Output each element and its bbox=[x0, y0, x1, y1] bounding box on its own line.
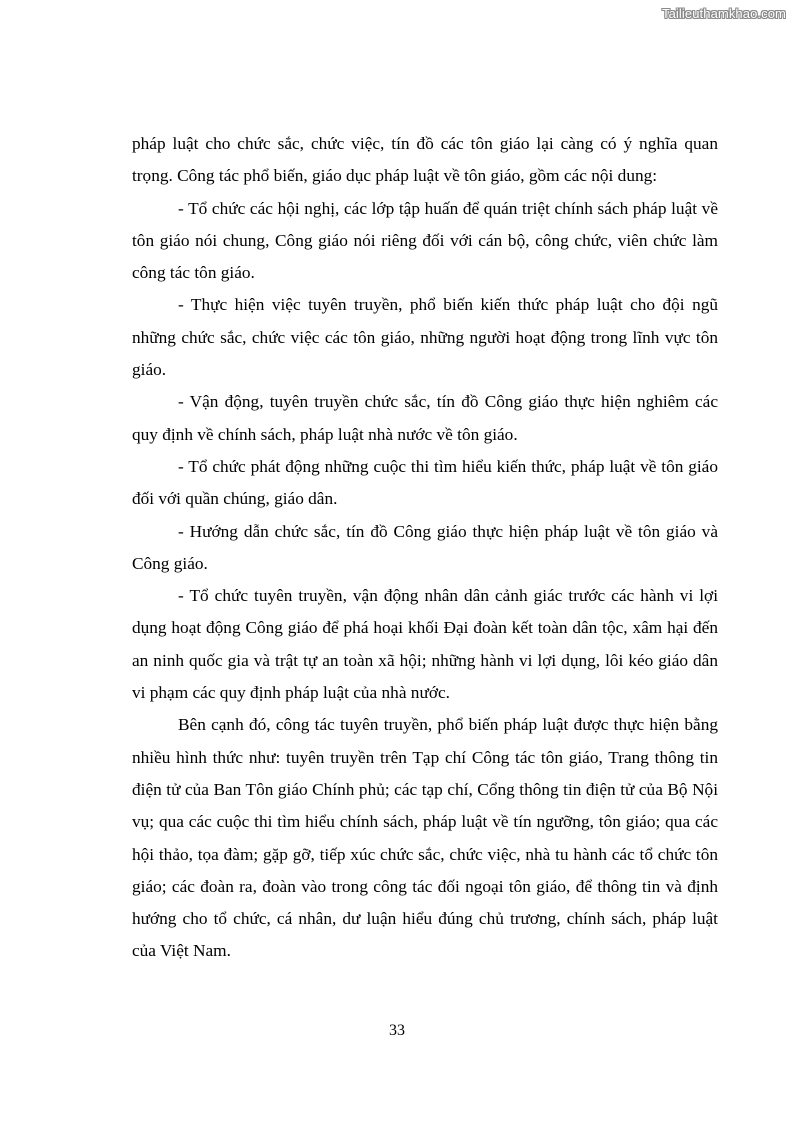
bullet-item-vigilance: - Tổ chức tuyên truyền, vận động nhân dân cảnh giác trước các hành vi lợi dụng hoạt động Công giáo để phá hoại khối Đại đoàn kết toàn dân tộc, xâm hại đến an ninh quốc gia và trật tự an toàn xã hội; những hành vi lợi dụng, lôi kéo giáo dân vi phạm các quy định pháp luật của nhà nước. bbox=[132, 586, 718, 703]
page-number: 33 bbox=[389, 1022, 405, 1039]
watermark-text: Tailieuthamkhao.com bbox=[661, 6, 786, 21]
document-body bbox=[132, 128, 718, 968]
bullet-item-training: - Tổ chức các hội nghị, các lớp tập huấn để quán triệt chính sách pháp luật về tôn giáo nói chung, Công giáo nói riêng đối với cán bộ, công chức, viên chức làm công tác tôn giáo. bbox=[132, 198, 718, 283]
paragraph-intro: pháp luật cho chức sắc, chức việc, tín đồ các tôn giáo lại càng có ý nghĩa quan trọng. Công tác phổ biến, giáo dục pháp luật về tôn giáo, gồm các nội dung: bbox=[132, 134, 718, 186]
bullet-item-mobilization: - Vận động, tuyên truyền chức sắc, tín đồ Công giáo thực hiện nghiêm các quy định về chính sách, pháp luật nhà nước về tôn giáo. bbox=[132, 392, 718, 444]
bullet-item-contests: - Tổ chức phát động những cuộc thi tìm hiểu kiến thức, pháp luật về tôn giáo đối với quần chúng, giáo dân. bbox=[132, 456, 718, 509]
paragraph-conclusion: Bên cạnh đó, công tác tuyên truyền, phổ biến pháp luật được thực hiện bằng nhiều hình thức như: tuyên truyền trên Tạp chí Công tác tôn giáo, Trang thông tin điện tử của Ban Tôn giáo Chính phủ; các tạp chí, Cổng thông tin điện tử của Bộ Nội vụ; qua các cuộc thi tìm hiểu chính sách, pháp luật về tín ngưỡng, tôn giáo; qua các hội thảo, tọa đàm; gặp gỡ, tiếp xúc chức sắc, chức việc, nhà tu hành các tổ chức tôn giáo; các đoàn ra, đoàn vào trong công tác đối ngoại tôn giáo, để thông tin và định hướng cho tổ chức, cá nhân, dư luận hiểu đúng chủ trương, chính sách, pháp luật của Việt Nam. bbox=[132, 715, 718, 961]
bullet-item-dissemination: - Thực hiện việc tuyên truyền, phổ biến kiến thức pháp luật cho đội ngũ những chức sắc, chức việc các tôn giáo, những người hoạt động trong lĩnh vực tôn giáo. bbox=[132, 295, 718, 380]
bullet-item-guidance: - Hướng dẫn chức sắc, tín đồ Công giáo thực hiện pháp luật về tôn giáo và Công giáo. bbox=[132, 521, 718, 573]
